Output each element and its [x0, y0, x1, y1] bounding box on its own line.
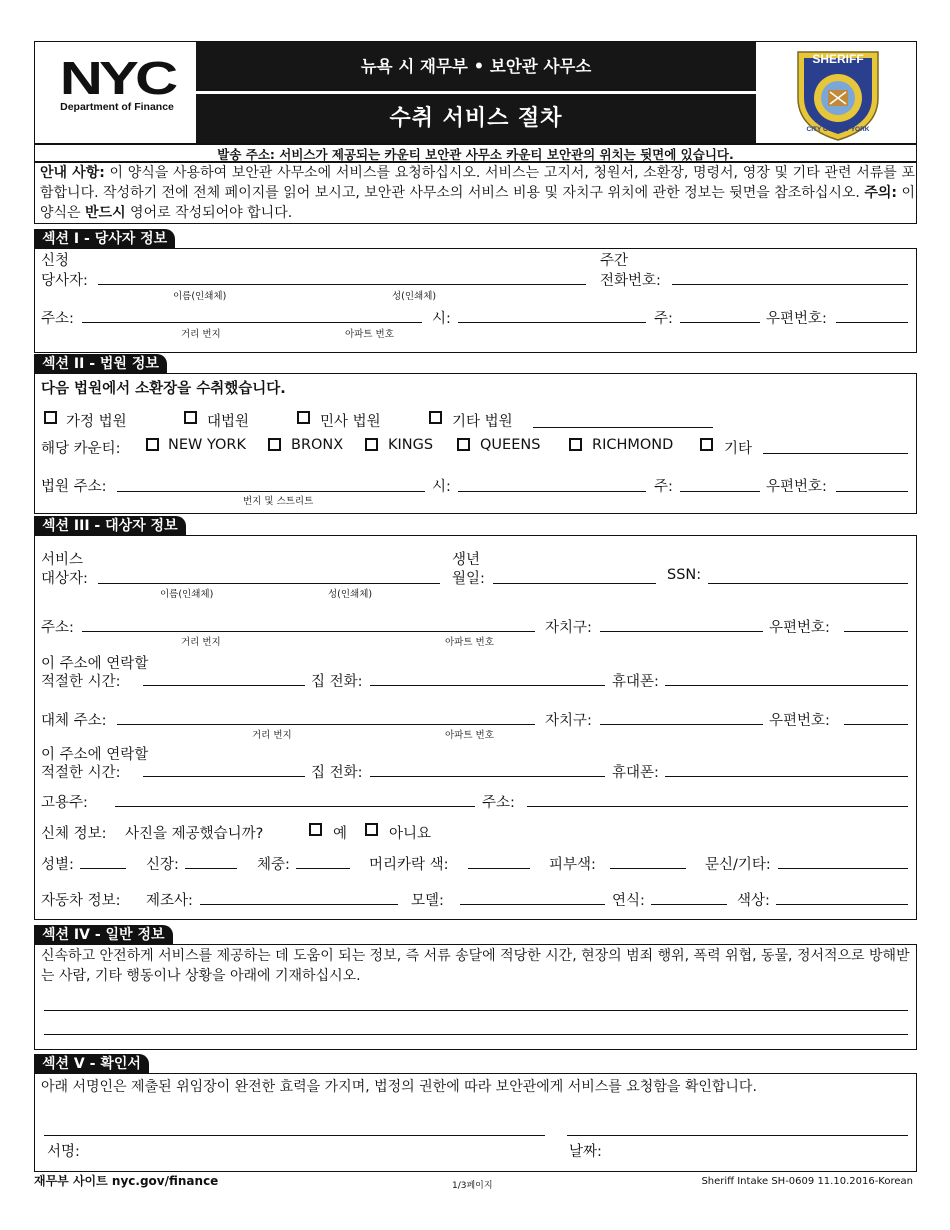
alt-cell-label: 휴대폰:: [612, 765, 659, 781]
mailing-note: 발송 주소: 서비스가 제공되는 카운티 보안관 사무소 카운티 보안관의 위치는 뒷면에 있습니다.: [217, 147, 734, 162]
height-field[interactable]: [185, 868, 237, 869]
general-info-line-2[interactable]: [44, 1034, 908, 1035]
height-label: 신장:: [146, 857, 179, 873]
s3-apt-hint: 아파트 번호: [445, 637, 494, 648]
court-family-label: 가정 법원: [66, 414, 127, 430]
court-other-label: 기타 법원: [452, 414, 513, 430]
court-street-hint: 번지 및 스트리트: [243, 496, 314, 507]
cell-field[interactable]: [665, 685, 908, 686]
section1-header: 섹션 I - 당사자 정보: [34, 229, 175, 249]
checkbox-family-court[interactable]: [44, 411, 57, 424]
date-label: 날짜:: [569, 1144, 602, 1160]
alt-zip-field[interactable]: [844, 724, 908, 725]
s1-zip-field[interactable]: [836, 322, 908, 323]
county-bronx-label: BRONX: [291, 437, 344, 453]
hair-label: 머리카락 색:: [369, 857, 449, 873]
checkbox-county-bronx[interactable]: [268, 438, 281, 451]
ssn-label: SSN:: [667, 567, 702, 583]
court-address-field[interactable]: [117, 491, 425, 492]
applicant-first-hint: 이름(인쇄체): [173, 291, 227, 302]
notice-text-1: 이 양식을 사용하여 보안관 사무소에 서비스를 요청하십시오. 서비스는 고지서, 청원서, 소환장, 명령서, 영장 및 기타 관련 서류를 포함합니다. 작성하기 전에 전체 페이지를 읽어 보시고, 보안관 사무소의 서비스 비용 및 자치구 위치에 관한 정보는 뒷면을 참조하십시오.: [40, 165, 915, 201]
photo-yes-label: 예: [333, 826, 348, 842]
checkbox-county-kings[interactable]: [365, 438, 378, 451]
s2-city-field[interactable]: [458, 491, 646, 492]
s3-first-hint: 이름(인쇄체): [160, 589, 214, 600]
checkbox-civil-court[interactable]: [297, 411, 310, 424]
alt-address-label: 대체 주소:: [41, 713, 107, 729]
s1-city-label: 시:: [432, 311, 451, 327]
notice-text-2: 이 양식은: [40, 185, 915, 221]
photo-no-label: 아니요: [389, 826, 432, 842]
physical-label: 신체 정보:: [41, 826, 107, 842]
contact-time-label-2: 적절한 시간:: [41, 674, 121, 690]
s3-last-hint: 성(인쇄체): [328, 589, 373, 600]
ssn-field[interactable]: [708, 583, 908, 584]
day-phone-label-1: 주간: [600, 253, 629, 269]
footer-page: 1/3페이지: [452, 1181, 493, 1191]
model-field[interactable]: [460, 904, 605, 905]
alt-borough-label: 자치구:: [545, 713, 592, 729]
color-field[interactable]: [776, 904, 908, 905]
sex-label: 성별:: [41, 857, 74, 873]
applicant-label-1: 신청: [41, 253, 70, 269]
county-queens-label: QUEENS: [480, 437, 541, 453]
s3-address-label: 주소:: [41, 620, 74, 636]
s3-address-field[interactable]: [82, 631, 535, 632]
service-label-2: 대상자:: [41, 571, 88, 587]
footer-site: [34, 1172, 218, 1189]
s2-zip-label: 우편번호:: [766, 479, 827, 495]
s2-state-field[interactable]: [680, 491, 760, 492]
s3-borough-field[interactable]: [600, 631, 763, 632]
other-court-field[interactable]: [533, 427, 713, 428]
employer-address-field[interactable]: [527, 806, 908, 807]
s2-state-label: 주:: [654, 479, 673, 495]
make-field[interactable]: [200, 904, 398, 905]
skin-field[interactable]: [610, 868, 686, 869]
checkbox-county-richmond[interactable]: [569, 438, 582, 451]
alt-contact-time-label-1: 이 주소에 연락할: [41, 747, 149, 763]
color-label: 색상:: [737, 893, 770, 909]
footer-form-id: Sheriff Intake SH-0609 11.10.2016-Korean: [701, 1176, 913, 1187]
contact-time-label-1: 이 주소에 연락할: [41, 656, 149, 672]
footer-site-label: 재무부 사이트: [34, 1174, 108, 1188]
checkbox-supreme-court[interactable]: [184, 411, 197, 424]
year-label: 연식:: [612, 893, 645, 909]
caution-label: 주의:: [864, 185, 897, 201]
section4-header: 섹션 IV - 일반 정보: [34, 925, 173, 945]
s1-address-field[interactable]: [82, 322, 422, 323]
vehicle-label: 자동차 정보:: [41, 893, 121, 909]
alt-home-phone-label: 집 전화:: [311, 765, 363, 781]
employer-field[interactable]: [115, 806, 475, 807]
s1-address-label: 주소:: [41, 311, 74, 327]
tattoo-label: 문신/기타:: [705, 857, 771, 873]
hair-field[interactable]: [468, 868, 530, 869]
applicant-name-field[interactable]: [98, 284, 586, 285]
badge-top-text: SHERIFF: [812, 52, 864, 66]
employer-label: 고용주:: [41, 795, 88, 811]
dob-label-1: 생년: [452, 552, 481, 568]
service-label-1: 서비스: [41, 552, 84, 568]
checkbox-photo-no[interactable]: [365, 823, 378, 836]
alt-contact-time-field[interactable]: [143, 776, 305, 777]
county-richmond-label: RICHMOND: [592, 437, 674, 453]
alt-address-field[interactable]: [117, 724, 535, 725]
s1-street-hint: 거리 번지: [181, 329, 221, 340]
form-title: 수취 서비스 절차: [389, 106, 563, 131]
applicant-label-2: 당사자:: [41, 273, 88, 289]
dept-name: Department of Finance: [60, 101, 174, 113]
county-kings-label: KINGS: [388, 437, 434, 453]
sheriff-badge: [790, 46, 886, 142]
checkbox-other-court[interactable]: [429, 411, 442, 424]
agency-banner: [196, 42, 756, 91]
alt-apt-hint: 아파트 번호: [445, 730, 494, 741]
court-intro: 다음 법원에서 소환장을 수취했습니다.: [41, 381, 286, 397]
court-civil-label: 민사 법원: [320, 414, 381, 430]
s3-borough-label: 자치구:: [545, 620, 592, 636]
home-phone-field[interactable]: [370, 685, 605, 686]
notice-text: [40, 163, 915, 223]
footer-site-url[interactable]: nyc.gov/finance: [107, 1174, 219, 1188]
agency-line: 뉴욕 시 재무부 • 보안관 사무소: [360, 57, 592, 76]
s1-zip-label: 우편번호:: [766, 311, 827, 327]
alt-contact-time-label-2: 적절한 시간:: [41, 765, 121, 781]
dob-label-2: 월일:: [452, 571, 485, 587]
home-phone-label: 집 전화:: [311, 674, 363, 690]
applicant-last-hint: 성(인쇄체): [392, 291, 437, 302]
signature-field[interactable]: [44, 1135, 545, 1136]
model-label: 모델:: [411, 893, 444, 909]
cell-label: 휴대폰:: [612, 674, 659, 690]
signature-label: 서명:: [47, 1144, 80, 1160]
weight-label: 체중:: [257, 857, 290, 873]
service-name-field[interactable]: [98, 583, 440, 584]
checkbox-photo-yes[interactable]: [309, 823, 322, 836]
alt-home-phone-field[interactable]: [370, 776, 605, 777]
alt-cell-field[interactable]: [665, 776, 908, 777]
general-info-text: 신속하고 안전하게 서비스를 제공하는 데 도움이 되는 정보, 즉 서류 송달에 적당한 시간, 현장의 범죄 행위, 폭력 위협, 동물, 정서적으로 방해받는 사람, 기타 행동이나 상황을 아래에 기재하십시오.: [41, 948, 910, 984]
employer-address-label: 주소:: [482, 795, 515, 811]
checkbox-county-newyork[interactable]: [146, 438, 159, 451]
tattoo-field[interactable]: [778, 868, 908, 869]
s3-zip-label: 우편번호:: [769, 620, 830, 636]
day-phone-field[interactable]: [672, 284, 908, 285]
section5-header: 섹션 V - 확인서: [34, 1054, 149, 1074]
sex-field[interactable]: [80, 868, 126, 869]
section2-header: 섹션 II - 법원 정보: [34, 354, 167, 374]
county-label: 해당 카운티:: [41, 441, 121, 457]
s2-zip-field[interactable]: [836, 491, 908, 492]
weight-field[interactable]: [296, 868, 350, 869]
s1-state-label: 주:: [654, 311, 673, 327]
attestation-text: 아래 서명인은 제출된 위임장이 완전한 효력을 가지며, 법정의 권한에 따라 보안관에게 서비스를 요청함을 확인합니다.: [41, 1079, 757, 1095]
day-phone-label-2: 전화번호:: [600, 273, 661, 289]
checkbox-county-queens[interactable]: [457, 438, 470, 451]
date-field[interactable]: [567, 1135, 908, 1136]
section3-header: 섹션 III - 대상자 정보: [34, 516, 186, 536]
s1-state-field[interactable]: [680, 322, 760, 323]
s3-street-hint: 거리 번지: [181, 637, 221, 648]
county-newyork-label: NEW YORK: [168, 437, 247, 453]
notice-text-3: 영어로 작성되어야 합니다.: [125, 205, 293, 221]
county-other-label: 기타: [724, 441, 753, 457]
title-banner: [196, 94, 756, 143]
alt-street-hint: 거리 번지: [252, 730, 292, 741]
nyc-logo: [42, 52, 192, 125]
year-field[interactable]: [651, 904, 727, 905]
court-supreme-label: 대법원: [207, 414, 250, 430]
contact-time-field[interactable]: [143, 685, 305, 686]
checkbox-county-other[interactable]: [700, 438, 713, 451]
s3-zip-field[interactable]: [844, 631, 908, 632]
s1-apt-hint: 아파트 번호: [345, 329, 394, 340]
county-other-field[interactable]: [763, 453, 908, 454]
make-label: 제조사:: [146, 893, 193, 909]
s1-city-field[interactable]: [458, 322, 646, 323]
nyc-logo-text: NYC: [59, 52, 175, 104]
photo-question: 사진을 제공했습니까?: [125, 826, 264, 842]
alt-borough-field[interactable]: [600, 724, 763, 725]
skin-label: 피부색:: [549, 857, 596, 873]
dob-field[interactable]: [493, 583, 656, 584]
badge-ring-text: CITY OF NEW YORK: [806, 126, 870, 133]
general-info-line-1[interactable]: [44, 1010, 908, 1011]
section1-frame: [34, 248, 917, 353]
notice-label: 안내 사항:: [40, 165, 105, 181]
s2-city-label: 시:: [432, 479, 451, 495]
court-address-label: 법원 주소:: [41, 479, 107, 495]
notice-must: 반드시: [85, 205, 126, 221]
alt-zip-label: 우편번호:: [769, 713, 830, 729]
